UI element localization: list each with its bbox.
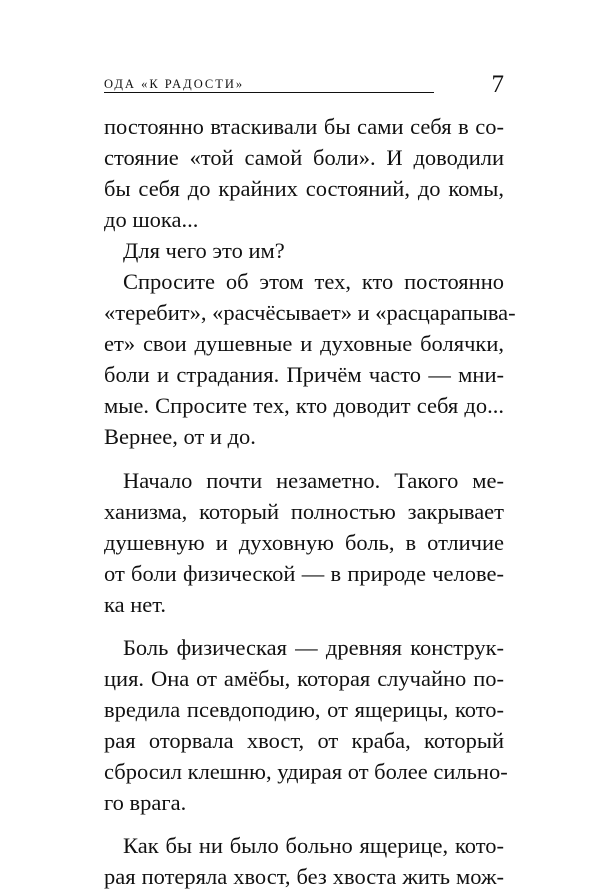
- text-line: от боли физической — в природе челове-: [104, 560, 504, 586]
- text-line: Вернее, от и до.: [104, 424, 256, 450]
- text-line: ханизма, который полностью закрывает: [104, 498, 504, 524]
- header-rule: [104, 92, 434, 93]
- text-line: душевную и духовную боль, в отличие: [104, 529, 504, 555]
- text-line: вредила псевдоподию, от ящерицы, кото-: [104, 696, 504, 722]
- text-line: ка нет.: [104, 591, 166, 617]
- body-text: [104, 111, 516, 892]
- text-line: го врага.: [104, 789, 187, 815]
- text-line: мые. Спросите тех, кто доводит себя до...: [104, 393, 504, 419]
- text-line: постоянно втаскивали бы сами себя в со-: [104, 114, 504, 139]
- running-header: [104, 72, 504, 100]
- text-line: «теребит», «расчёсывает» и «расцарапыва-: [104, 300, 516, 326]
- text-line: Начало почти незаметно. Такого ме-: [123, 467, 504, 493]
- text-line: Для чего это им?: [123, 238, 285, 264]
- text-line: рая потеряла хвост, без хвоста жить мож-: [104, 864, 504, 890]
- text-line: Как бы ни было больно ящерице, кото-: [123, 833, 504, 859]
- text-line: до шока...: [104, 207, 199, 233]
- text-line: бы себя до крайних состояний, до комы,: [104, 176, 504, 202]
- text-line: ет» свои душевные и духовные болячки,: [104, 331, 504, 357]
- text-line: сбросил клешню, удирая от более сильно-: [104, 758, 508, 784]
- text-line: боли и страдания. Причём часто — мни-: [104, 362, 504, 388]
- text-line: Спросите об этом тех, кто постоянно: [123, 269, 504, 295]
- text-line: Боль физическая — древняя конструк-: [123, 634, 504, 660]
- page-number: 7: [491, 71, 504, 98]
- text-line: стояние «той самой боли». И доводили: [104, 145, 504, 171]
- text-line: ция. Она от амёбы, которая случайно по-: [104, 665, 504, 691]
- text-line: рая оторвала хвост, от краба, который: [104, 727, 504, 753]
- running-head-title: ОДА «К РАДОСТИ»: [104, 77, 245, 91]
